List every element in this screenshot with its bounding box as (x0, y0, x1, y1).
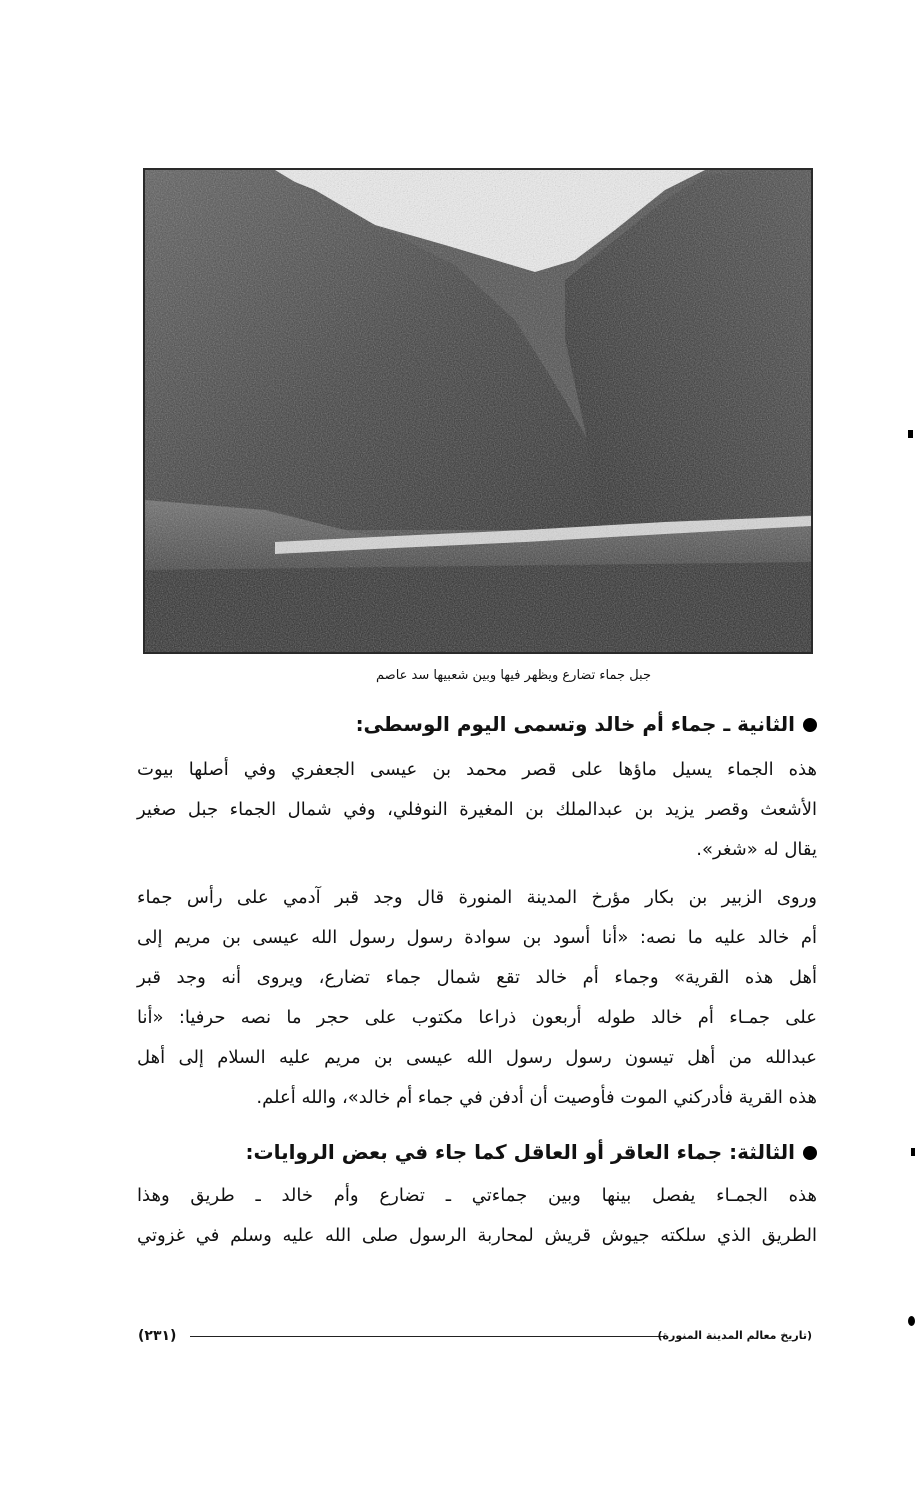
text-line: على جمـاء أم خالد طوله أربعون ذراعا مكتوب على حجر ما نصه حرفيا: «أنا (137, 1007, 817, 1028)
section-three-paragraph-1 (137, 1176, 817, 1256)
photo-caption: جبل جماء تضارع ويظهر فيها وبين شعبيها سد عاصم (376, 668, 651, 683)
bullet-icon (803, 1146, 817, 1160)
scan-mark (908, 430, 913, 438)
book-title: (تاريخ معالم المدينة المنورة) (657, 1329, 812, 1342)
page-number: (٢٣١) (138, 1328, 177, 1344)
page-footer (138, 1324, 812, 1348)
mountain-photo-illustration (145, 170, 811, 652)
text-line: هذه القرية فأدركني الموت فأوصيت أن أدفن في جماء أم خالد»، والله أعلم. (256, 1087, 817, 1108)
footer-divider (190, 1336, 664, 1337)
section-two-heading-text: الثانية ـ جماء أم خالد وتسمى اليوم الوسطى: (355, 712, 795, 736)
text-line: الطريق الذي سلكته جيوش قريش لمحاربة الرسول صلى الله عليه وسلم في غزوتي (137, 1225, 817, 1246)
text-line: عبدالله من أهل تيسون رسول رسول الله عيسى بن مريم عليه السلام إلى أهل (137, 1047, 817, 1068)
text-line: هذه الجماء يسيل ماؤها على قصر محمد بن عيسى الجعفري وفي أصلها بيوت (137, 759, 817, 780)
section-two-paragraph-1 (137, 750, 817, 870)
text-line: أهل هذه القرية» وجماء أم خالد تقع شمال جماء تضارع، ويروى أنه وجد قبر (137, 967, 817, 988)
section-two-paragraph-2 (137, 878, 817, 1118)
section-two-heading (356, 706, 817, 742)
text-line: الأشعث وقصر يزيد بن عبدالملك بن المغيرة النوفلي، وفي شمال الجماء جبل صغير (137, 799, 817, 820)
bullet-icon (803, 718, 817, 732)
scan-mark (911, 1148, 915, 1156)
mountain-photo (143, 168, 813, 654)
text-line: أم خالد عليه ما نصه: «أنا أسود بن سوادة رسول رسول الله عيسى بن مريم إلى (137, 927, 817, 948)
scan-mark (908, 1316, 915, 1326)
text-line: وروى الزبير بن بكار مؤرخ المدينة المنورة قال وجد قبر آدمي على رأس جماء (137, 887, 817, 908)
section-three-heading (246, 1134, 817, 1170)
text-line: يقال له «شغر». (696, 839, 817, 860)
section-three-heading-text: الثالثة: جماء العاقر أو العاقل كما جاء في بعض الروايات: (245, 1140, 795, 1164)
text-line: هذه الجمـاء يفصل بينها وبين جماءتي ـ تضارع وأم خالد ـ طريق وهذا (137, 1185, 817, 1206)
